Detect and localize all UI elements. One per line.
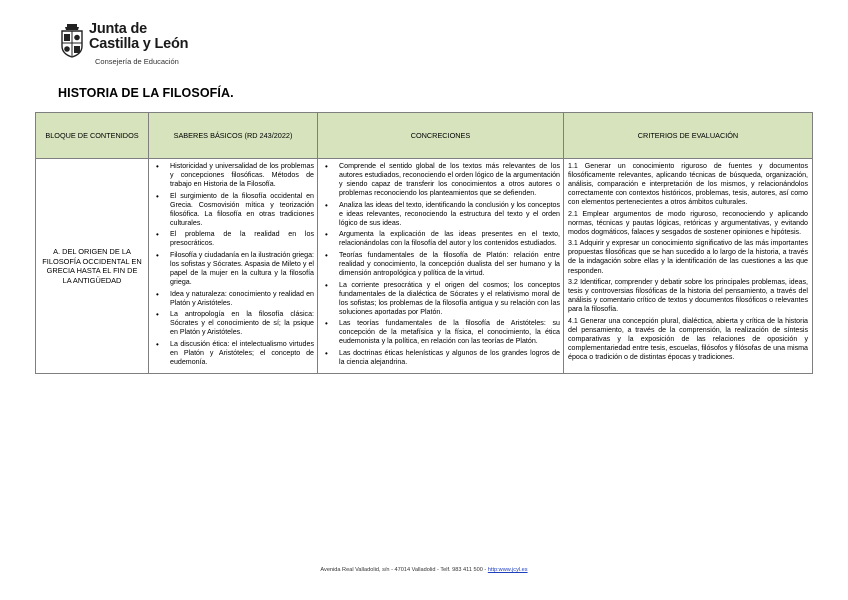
list-item: • Teorías fundamentales de la filosofía de Platón: relación entre realidad y conocimiento, la concepción dualista del ser humano y la dimensión antropológica y política de la virtud. — [321, 251, 560, 278]
table-header-row — [36, 113, 813, 159]
list-item: • Las teorías fundamentales de la filosofía de Aristóteles: su concepción de la metafísica y la física, el conocimiento, la ética eudemonista y la política, en relación con las teorías de Platón. — [321, 319, 560, 346]
page-footer — [0, 567, 848, 573]
criterio-item: 3.1 Adquirir y expresar un conocimiento significativo de las más importantes propuestas filosóficas que se han sucedido a lo largo de la historia, a través de la indagación sobre ellas y la identificación de las cuestiones a las que responden. — [568, 239, 808, 275]
list-item: • Historicidad y universalidad de los problemas y concepciones filosóficas. Métodos de trabajo en Historia de la Filosofía. — [152, 162, 314, 189]
list-item: • Las doctrinas éticas helenísticas y algunos de los grandes logros de la ciencia alejandrina. — [321, 349, 560, 367]
footer-address: Avenida Real Valladolid, s/n - 47014 Valladolid - Telf. 983 411 500 - — [320, 567, 488, 573]
bloque-cell: A. DEL ORIGEN DE LA FILOSOFÍA OCCIDENTAL EN GRECIA HASTA EL FIN DE LA ANTIGÜEDAD — [36, 159, 149, 374]
list-item: • El surgimiento de la filosofía occidental en Grecia. Cosmovisión mítica y teorización filosófica. La filosofía en otras tradiciones culturales. — [152, 192, 314, 228]
list-item: • La discusión ética: el intelectualismo virtudes en Platón y Aristóteles; el concepto de eudemonía. — [152, 340, 314, 367]
header-saberes: SABERES BÁSICOS (RD 243/2022) — [149, 113, 318, 159]
table-row — [36, 159, 813, 374]
page-title: HISTORIA DE LA FILOSOFÍA. — [58, 86, 234, 100]
list-item: • Argumenta la explicación de las ideas presentes en el texto, relacionándolas con la filosofía del autor y los contenidos estudiados. — [321, 230, 560, 248]
logo-line-2: Castilla y León — [89, 36, 189, 52]
saberes-cell — [149, 159, 318, 374]
curriculum-table — [35, 112, 813, 374]
list-item: • La corriente presocrática y el origen del cosmos; los conceptos fundamentales de la dialéctica de Sócrates y el relativismo moral de los sofistas; los problemas de la filosofía antigua y su relación con las soluciones aportadas por Platón. — [321, 281, 560, 317]
criterios-cell — [564, 159, 813, 374]
criterio-item: 1.1 Generar un conocimiento riguroso de fuentes y documentos filosóficamente relevantes, aplicando técnicas de búsqueda, organización, análisis, comparación e interpretación de los mismos, y relacionándolos correctamente con contextos históricos, problemas, tesis, autores, así como con elementos pertenecientes a otros ámbitos culturales. — [568, 162, 808, 207]
concreciones-cell — [318, 159, 564, 374]
header-criterios: CRITERIOS DE EVALUACIÓN — [564, 113, 813, 159]
footer-website-link[interactable]: http:www.jcyl.es — [487, 567, 528, 573]
header-concreciones: CONCRECIONES — [318, 113, 564, 159]
saberes-list — [149, 159, 317, 373]
logo-subtitle: Consejería de Educación — [95, 57, 179, 66]
criterio-item: 4.1 Generar una concepción plural, dialéctica, abierta y crítica de la historia del pensamiento, a través de la comprensión, la realización de síntesis comparativas y la exposición de las relaciones de oposición y complementariedad entre tesis, escuelas, filósofos y filósofas de una misma época o tradición o de distintas épocas y tradiciones. — [568, 316, 808, 361]
list-item: • Comprende el sentido global de los textos más relevantes de los autores estudiados, reconociendo el orden lógico de la argumentación y siendo capaz de transferir los conocimientos a otros autores o problemas reconociendo los planteamientos que se defienden. — [321, 162, 560, 198]
junta-logo — [60, 22, 188, 80]
criterio-item: 3.2 Identificar, comprender y debatir sobre los principales problemas, ideas, tesis y controversias filosóficas de la historia del pensamiento, a través del análisis y comentario crítico de textos y documentos filosóficos o relevantes para la filosofía. — [568, 278, 808, 314]
coat-of-arms-icon — [60, 24, 84, 58]
list-item: • Idea y naturaleza: conocimiento y realidad en Platón y Aristóteles. — [152, 290, 314, 308]
header-bloque: BLOQUE DE CONTENIDOS — [36, 113, 149, 159]
list-item: • Analiza las ideas del texto, identificando la conclusión y los conceptos e ideas relevantes, reconociendo la estructura del texto y el orden lógico de sus ideas. — [321, 201, 560, 228]
list-item: • La antropología en la filosofía clásica: Sócrates y el conocimiento de sí; la psique en Platón y Aristóteles. — [152, 310, 314, 337]
list-item: • Filosofía y ciudadanía en la ilustración griega: los sofistas y Sócrates. Aspasia de Mileto y el papel de la mujer en la cultura y la filosofía griega. — [152, 251, 314, 287]
logo-line-1: Junta de — [89, 21, 148, 37]
concreciones-list — [318, 159, 563, 373]
criterio-item: 2.1 Emplear argumentos de modo riguroso, reconociendo y aplicando normas, técnicas y pautas lógicas, retóricas y argumentativas, y evitando modos dogmáticos, falaces y sesgados de sostener opiniones e hipótesis. — [568, 209, 808, 236]
list-item: • El problema de la realidad en los presocráticos. — [152, 230, 314, 248]
